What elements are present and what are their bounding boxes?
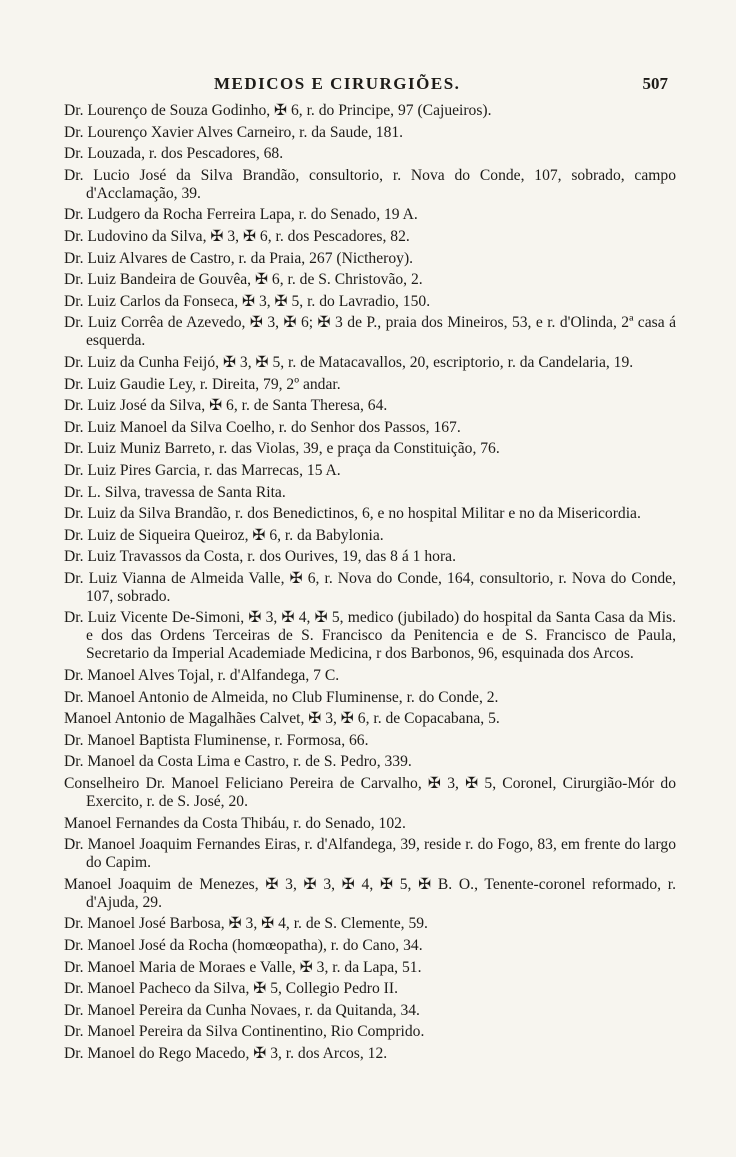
page-title: MEDICOS E CIRURGIÕES.	[214, 74, 461, 93]
directory-entry: Conselheiro Dr. Manoel Feliciano Pereira de Carvalho, ✠ 3, ✠ 5, Coronel, Cirurgião-Mór do Exercito, r. de S. José, 20.	[64, 775, 676, 811]
directory-entry: Manoel Antonio de Magalhães Calvet, ✠ 3, ✠ 6, r. de Copacabana, 5.	[64, 710, 500, 728]
directory-entry: Dr. Manoel do Rego Macedo, ✠ 3, r. dos Arcos, 12.	[64, 1044, 388, 1062]
directory-entry: Dr. Luiz Vicente De-Simoni, ✠ 3, ✠ 4, ✠ 5, medico (jubilado) do hospital da Santa Casa da Mis. e dos das Ordens Terceiras de S. Francisco da Penitencia e de S. Francisco de Paula, Secretario da Imperial Academiade Medicina, r dos Barbonos, 96, esquinada dos Arcos.	[64, 609, 676, 663]
directory-entry: Manoel Joaquim de Menezes, ✠ 3, ✠ 3, ✠ 4, ✠ 5, ✠ B. O., Tenente-coronel reformado, r. d'Ajuda, 29.	[64, 875, 676, 911]
directory-entry: Dr. Luiz Gaudie Ley, r. Direita, 79, 2º andar.	[64, 375, 341, 393]
directory-entry: Dr. Ludgero da Rocha Ferreira Lapa, r. do Senado, 19 A.	[64, 206, 418, 224]
directory-entry: Dr. Manoel José da Rocha (homœopatha), r. do Cano, 34.	[64, 937, 423, 954]
directory-entry: Dr. Luiz Vianna de Almeida Valle, ✠ 6, r. Nova do Conde, 164, consultorio, r. Nova do Conde, 107, sobrado.	[64, 569, 676, 605]
directory-entry: Dr. Luiz Pires Garcia, r. das Marrecas, 15 A.	[64, 461, 341, 479]
directory-entry: Dr. Luiz da Cunha Feijó, ✠ 3, ✠ 5, r. de Matacavallos, 20, escriptorio, r. da Candelaria, 19.	[64, 353, 634, 371]
directory-entry: Dr. Manoel Antonio de Almeida, no Club Fluminense, r. do Conde, 2.	[64, 688, 499, 706]
directory-entry: Dr. Manoel Pacheco da Silva, ✠ 5, Collegio Pedro II.	[64, 980, 398, 998]
directory-entry: Dr. Luiz Carlos da Fonseca, ✠ 3, ✠ 5, r. do Lavradio, 150.	[64, 292, 431, 310]
directory-entry: Dr. Manoel Baptista Fluminense, r. Formosa, 66.	[64, 731, 369, 749]
directory-entry: Dr. Manoel Joaquim Fernandes Eiras, r. d'Alfandega, 39, reside r. do Fogo, 83, em frente do largo do Capim.	[64, 836, 676, 872]
directory-entry: Dr. Manoel Maria de Moraes e Valle, ✠ 3, r. da Lapa, 51.	[64, 958, 422, 976]
directory-entry: Dr. Luiz José da Silva, ✠ 6, r. de Santa Theresa, 64.	[64, 397, 388, 415]
directory-entry: Dr. Luiz Corrêa de Azevedo, ✠ 3, ✠ 6; ✠ 3 de P., praia dos Mineiros, 53, e r. d'Olinda, 2ª casa á esquerda.	[64, 314, 676, 350]
directory-entry: Dr. Luiz Muniz Barreto, r. das Violas, 39, e praça da Constituição, 76.	[64, 440, 500, 458]
directory-entry: Dr. Luiz de Siqueira Queiroz, ✠ 6, r. da Babylonia.	[64, 526, 384, 544]
directory-entry: Dr. L. Silva, travessa de Santa Rita.	[64, 483, 286, 501]
directory-list	[64, 102, 676, 1063]
page-header	[64, 74, 676, 96]
directory-entry: Manoel Fernandes da Costa Thibáu, r. do Senado, 102.	[64, 814, 406, 832]
directory-entry: Dr. Manoel Alves Tojal, r. d'Alfandega, 7 C.	[64, 667, 340, 685]
directory-entry: Dr. Manoel Pereira da Cunha Novaes, r. da Quitanda, 34.	[64, 1001, 420, 1019]
directory-entry: Dr. Luiz Alvares de Castro, r. da Praia, 267 (Nictheroy).	[64, 249, 414, 267]
directory-entry: Dr. Manoel da Costa Lima e Castro, r. de S. Pedro, 339.	[64, 753, 412, 771]
directory-entry: Dr. Luiz Bandeira de Gouvêa, ✠ 6, r. de S. Christovão, 2.	[64, 271, 423, 289]
directory-entry: Dr. Lourenço Xavier Alves Carneiro, r. da Saude, 181.	[64, 123, 404, 141]
directory-entry: Dr. Manoel Pereira da Silva Continentino, Rio Comprido.	[64, 1023, 425, 1041]
directory-entry: Dr. Lucio José da Silva Brandão, consultorio, r. Nova do Conde, 107, sobrado, campo d'Acclamação, 39.	[64, 166, 676, 202]
page-number: 507	[642, 74, 668, 93]
directory-entry: Dr. Ludovino da Silva, ✠ 3, ✠ 6, r. dos Pescadores, 82.	[64, 227, 410, 245]
directory-entry: Dr. Luiz da Silva Brandão, r. dos Benedictinos, 6, e no hospital Militar e no da Misericordia.	[64, 505, 641, 523]
directory-entry: Dr. Lourenço de Souza Godinho, ✠ 6, r. do Principe, 97 (Cajueiros).	[64, 102, 492, 119]
directory-entry: Dr. Manoel José Barbosa, ✠ 3, ✠ 4, r. de S. Clemente, 59.	[64, 915, 428, 933]
directory-entry: Dr. Luiz Manoel da Silva Coelho, r. do Senhor dos Passos, 167.	[64, 418, 461, 436]
directory-entry: Dr. Louzada, r. dos Pescadores, 68.	[64, 145, 284, 163]
directory-entry: Dr. Luiz Travassos da Costa, r. dos Ourives, 19, das 8 á 1 hora.	[64, 548, 456, 566]
